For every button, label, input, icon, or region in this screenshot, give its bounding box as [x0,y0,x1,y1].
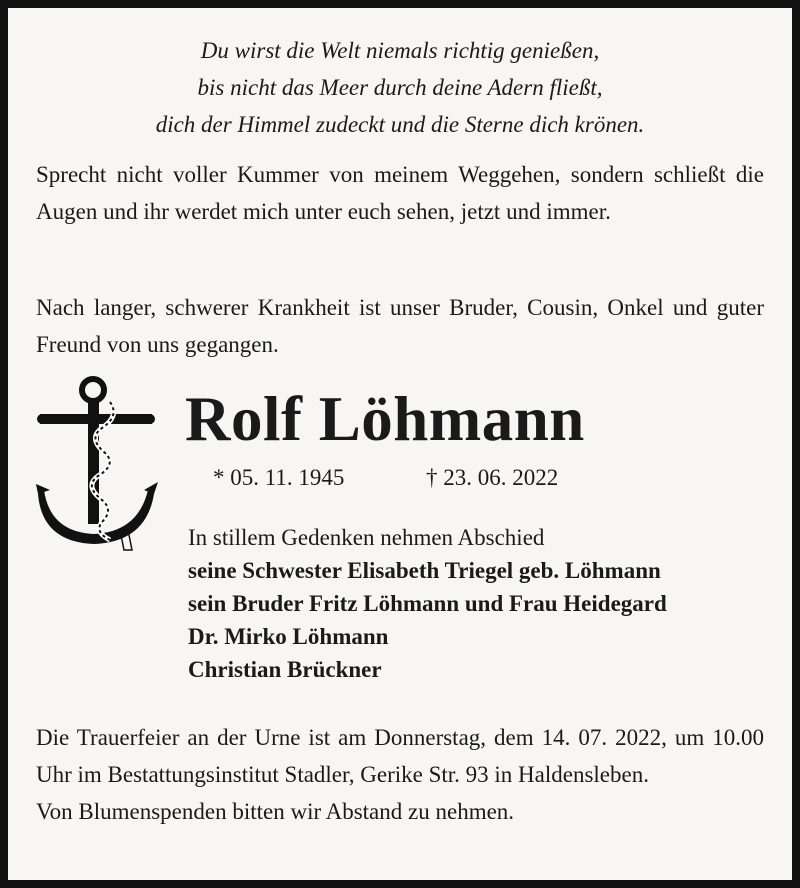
poem-line: Du wirst die Welt niemals richtig genießen, [200,38,600,63]
flower-notice: Von Blumenspenden bitten wir Abstand zu nehmen. [36,799,515,824]
poem-line: bis nicht das Meer durch deine Adern fließt, [197,75,603,100]
mourner-name: Christian Brückner [188,657,382,682]
poem-line: dich der Himmel zudeckt und die Sterne dich krönen. [155,112,645,137]
obituary-notice [8,8,792,880]
anchor-icon [36,372,158,554]
mourners-intro: In stillem Gedenken nehmen Abschied [188,525,545,550]
farewell-quote: Sprecht nicht voller Kummer von meinem Weggehen, sondern schließt die Augen und ihr werdet mich unter euch sehen, jetzt und immer. [36,162,764,224]
funeral-info [36,719,764,830]
birth-date: * 05. 11. 1945 [213,465,345,490]
funeral-details: Die Trauerfeier an der Urne ist am Donnerstag, dem 14. 07. 2022, um 10.00 Uhr im Bestattungsinstitut Stadler, Gerike Str. 93 in Haldensleben. [36,725,764,787]
deceased-name: Rolf Löhmann [185,384,585,454]
mourner-name: sein Bruder Fritz Löhmann und Frau Heidegard [188,591,667,616]
death-date: † 23. 06. 2022 [426,465,559,490]
poem [8,32,792,143]
mourner-name: seine Schwester Elisabeth Triegel geb. Löhmann [188,558,661,583]
announcement-text: Nach langer, schwerer Krankheit ist unser Bruder, Cousin, Onkel und guter Freund von uns gegangen. [36,295,764,357]
mourner-name: Dr. Mirko Löhmann [188,624,389,649]
mourners-list [188,521,667,686]
